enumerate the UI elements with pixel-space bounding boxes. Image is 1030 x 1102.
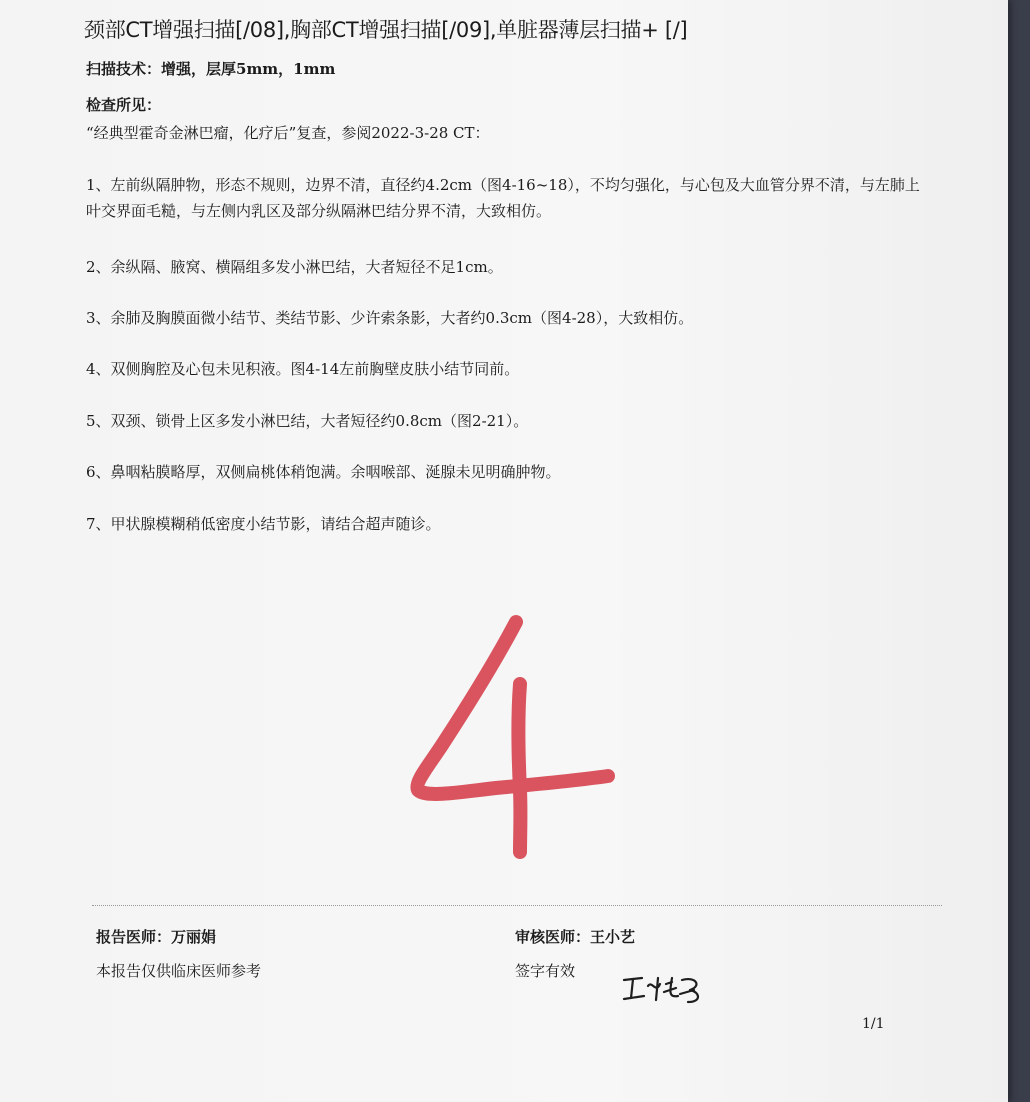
scan-technique: 扫描技术：增强，层厚5mm，1mm	[86, 60, 336, 78]
report-doctor: 报告医师：万丽娟	[96, 928, 217, 946]
handwritten-number-stroke	[417, 622, 608, 852]
finding-item-2: 2、余纵隔、腋窝、横隔组多发小淋巴结，大者短径不足1cm。	[86, 258, 503, 276]
finding-item-4: 4、双侧胸腔及心包未见积液。图4-14左前胸壁皮肤小结节同前。	[86, 360, 520, 378]
page-number: 1/1	[862, 1016, 885, 1032]
finding-item-1: 1、左前纵隔肿物，形态不规则，边界不清，直径约4.2cm（图4-16~18），不均匀强化，与心包及大血管分界不清，与左肺上叶交界面毛糙，与左侧内乳区及部分纵隔淋巴结分界不清，大致相仿。	[86, 176, 920, 220]
finding-item-6: 6、鼻咽粘膜略厚，双侧扁桃体稍饱满。余咽喉部、涎腺未见明确肿物。	[86, 463, 561, 481]
finding-item-7: 7、甲状腺模糊稍低密度小结节影，请结合超声随诊。	[86, 515, 441, 533]
findings-intro: “经典型霍奇金淋巴瘤，化疗后”复查，参阅2022-3-28 CT：	[86, 124, 490, 142]
review-doctor: 审核医师：王小艺	[515, 928, 636, 946]
footer-divider	[92, 905, 942, 906]
handwritten-signature	[620, 972, 710, 1008]
signature-note: 签字有效	[515, 962, 576, 980]
handwritten-number-annotation	[400, 600, 640, 870]
finding-item-3: 3、余肺及胸膜面微小结节、类结节影、少许索条影，大者约0.3cm（图4-28），大致相仿。	[86, 309, 694, 327]
exam-title: 颈部CT增强扫描[/08],胸部CT增强扫描[/09],单脏器薄层扫描+ [/]	[84, 18, 688, 42]
reference-note: 本报告仅供临床医师参考	[96, 962, 262, 980]
finding-item-5: 5、双颈、锁骨上区多发小淋巴结，大者短径约0.8cm（图2-21）。	[86, 412, 529, 430]
findings-heading: 检查所见：	[86, 96, 162, 114]
